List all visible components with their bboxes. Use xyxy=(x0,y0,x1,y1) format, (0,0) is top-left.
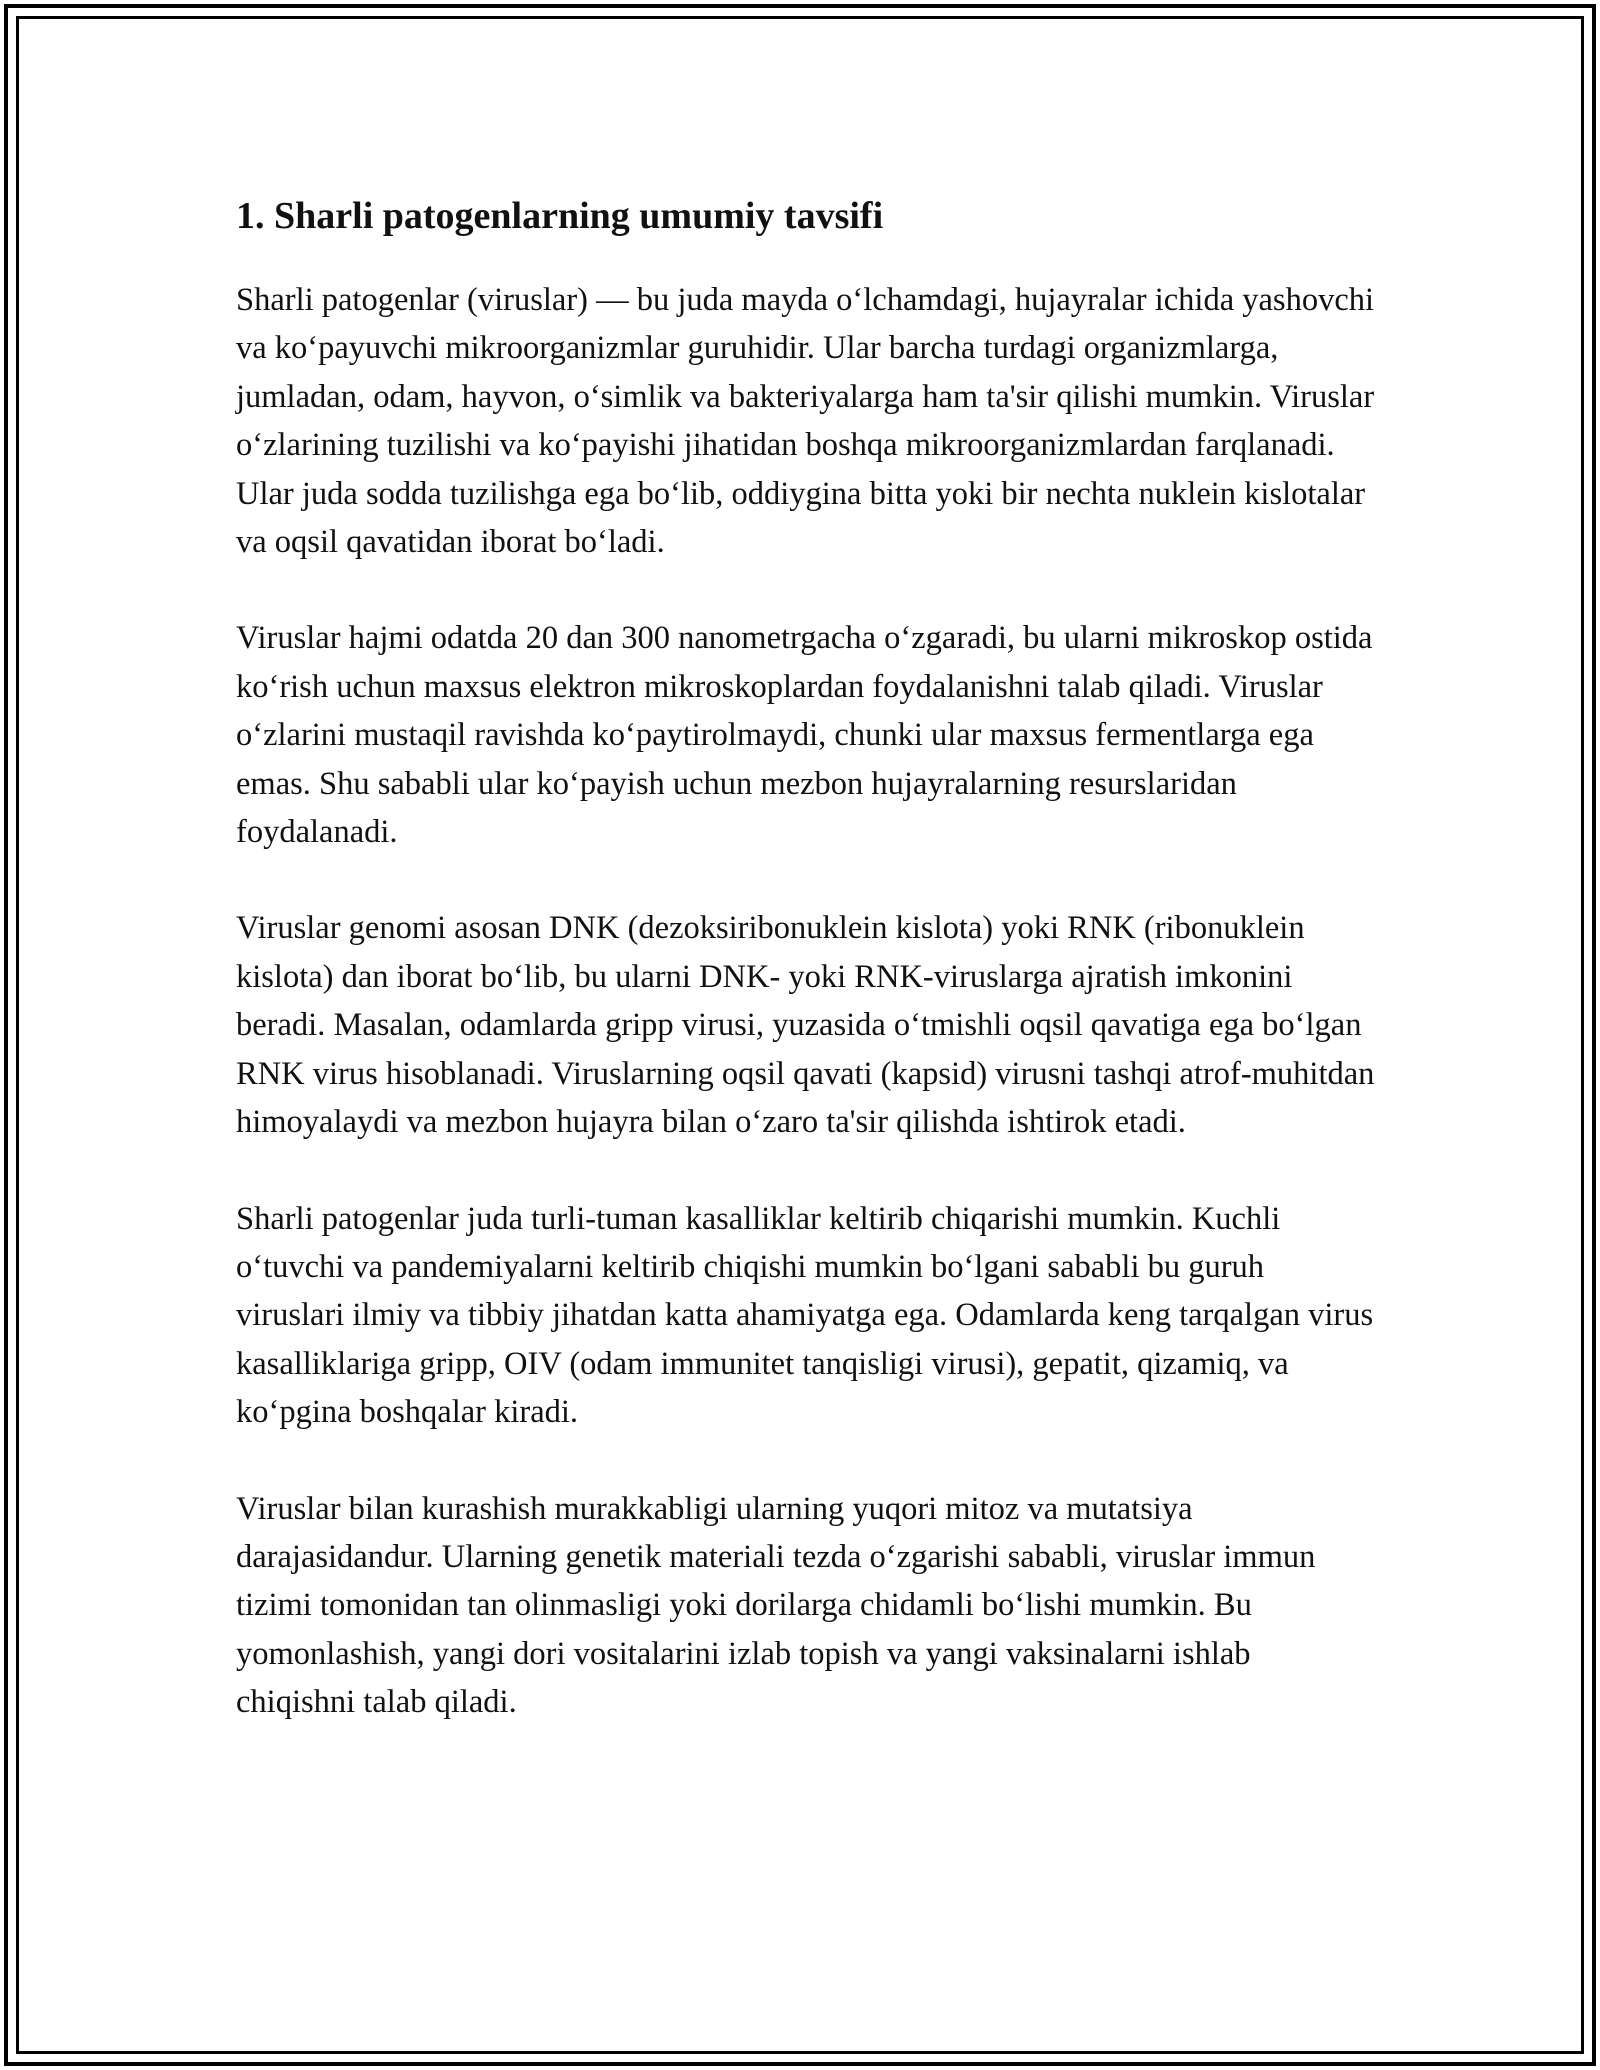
paragraph-1: Sharli patogenlar (viruslar) — bu juda mayda o‘lchamdagi, hujayralar ichida yashovchi va ko‘payuvchi mikroorganizmlar guruhidir. Ular barcha turdagi organizmlarga, jumladan, odam, hayvon, o‘simlik va bakteriyalarga ham ta'sir qilishi mumkin. Viruslar o‘zlarining tuzilishi va ko‘payishi jihatidan boshqa mikroorganizmlardan farqlanadi. Ular juda sodda tuzilishga ega bo‘lib, oddiygina bitta yoki bir nechta nuklein kislotalar va oqsil qavatidan iborat bo‘ladi. xyxy=(236,282,1375,561)
document-body xyxy=(236,190,1376,1727)
paragraph-2: Viruslar hajmi odatda 20 dan 300 nanometrgacha o‘zgaradi, bu ularni mikroskop ostida ko‘rish uchun maxsus elektron mikroskoplardan foydalanishni talab qiladi. Viruslar o‘zlarini mustaqil ravishda ko‘paytirolmaydi, chunki ular maxsus fermentlarga ega emas. Shu sababli ular ko‘payish uchun mezbon hujayralarning resurslaridan foydalanadi. xyxy=(236,620,1373,851)
paragraph-5: Viruslar bilan kurashish murakkabligi ularning yuqori mitoz va mutatsiya darajasidandur. Ularning genetik materiali tezda o‘zgarishi sababli, viruslar immun tizimi tomonidan tan olinmasligi yoki dorilarga chidamli bo‘lishi mumkin. Bu yomonlashish, yangi dori vositalarini izlab topish va yangi vaksinalarni ishlab chiqishni talab qiladi. xyxy=(236,1490,1316,1721)
paragraph-3: Viruslar genomi asosan DNK (dezoksiribonuklein kislota) yoki RNK (ribonuklein kislota) dan iborat bo‘lib, bu ularni DNK- yoki RNK-viruslarga ajratish imkonini beradi. Masalan, odamlarda gripp virusi, yuzasida o‘tmishli oqsil qavatiga ega bo‘lgan RNK virus hisoblanadi. Viruslarning oqsil qavati (kapsid) virusni tashqi atrof-muhitdan himoyalaydi va mezbon hujayra bilan o‘zaro ta'sir qilishda ishtirok etadi. xyxy=(236,910,1375,1141)
paragraph-4: Sharli patogenlar juda turli-tuman kasalliklar keltirib chiqarishi mumkin. Kuchli o‘tuvchi va pandemiyalarni keltirib chiqishi mumkin bo‘lgani sababli bu guruh viruslari ilmiy va tibbiy jihatdan katta ahamiyatga ega. Odamlarda keng tarqalgan virus kasalliklariga gripp, OIV (odam immunitet tanqisligi virusi), gepatit, qizamiq, va ko‘pgina boshqalar kiradi. xyxy=(236,1200,1374,1431)
section-title: 1. Sharli patogenlarning umumiy tavsifi xyxy=(236,195,884,237)
